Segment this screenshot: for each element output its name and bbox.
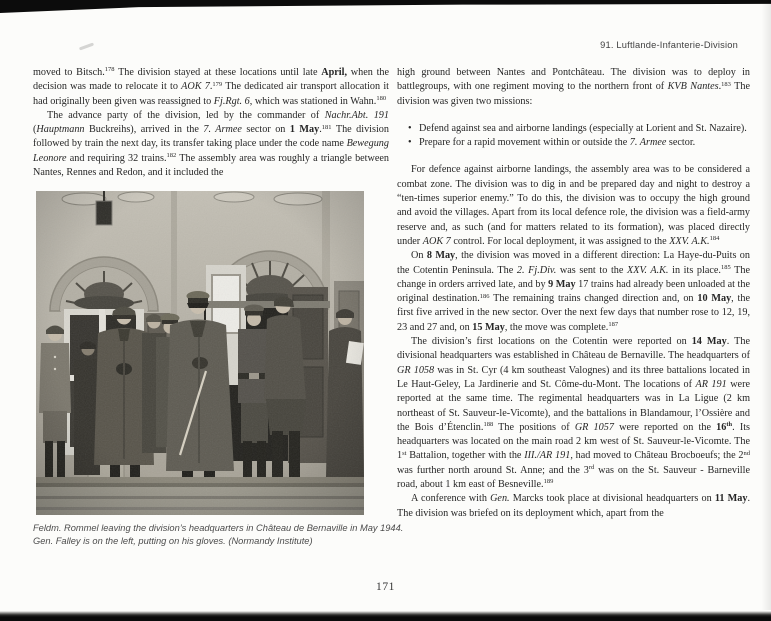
paragraph: For defence against airborne landings, the assembly area was to be considered a combat zone. The division was to dig in and be prepared day and night to destroy a “ten-times superior enemy.” To do this, the division was to occupy the high ground and avoid the villages. Apart from its local defence role, the division was a field-army reserve and, as such (and for matters related to its formation), was placed directly under AOK 7 control. For local deployment, it was assigned to the XXV. A.K.$^{184}$ [397, 164, 750, 247]
running-header: 91. Luftlande-Infanterie-Division [600, 40, 738, 50]
photo-figure [33, 191, 404, 547]
paragraph: The advance party of the division, led by the commander of Nachr.Abt. 191 (Hauptmann Buckreihs), arrived in the 7. Armee sector on 1 May.$^{181}$ The division followed by train the next day, its transfer taking place under the code name Bewegung Leonore and requiring 32 trains.$^{182}$ The assembly area was roughly a triangle between Nantes, Rennes and Redon, and it included the [33, 109, 390, 179]
mission-list [397, 122, 750, 151]
photo-caption [33, 522, 404, 547]
page-number: 171 [375, 581, 396, 593]
paragraph: high ground between Nantes and Pontchâteau. The division was to deploy in battlegroups, with one regiment moving to the northern front of KVB Nantes.$^{183}$ The division was given two missions: [397, 67, 750, 107]
scan-smudge [79, 43, 94, 51]
right-column [397, 66, 750, 548]
scan-edge-bottom [0, 610, 771, 621]
left-column [33, 66, 404, 548]
right-column-intro [397, 66, 750, 109]
right-column-text [397, 163, 750, 520]
mission-item: • Defend against sea and airborne landings (especially at Lorient and St. Nazaire). [419, 122, 750, 136]
scan-edge-top [0, 0, 771, 13]
photo-chateau-officers [36, 191, 364, 515]
mission-item: • Prepare for a rapid movement within or outside the 7. Armee sector. [419, 136, 750, 150]
paragraph: A conference with Gen. Marcks took place at divisional headquarters on 11 May. The division was briefed on its deployment which, apart from the [397, 493, 750, 519]
paragraph: moved to Bitsch.$^{178}$ The division stayed at these locations until late April, when the decision was made to relocate it to AOK 7.$^{179}$ The dedicated air transport allocation it had originally been given was reassigned to Fj.Rgt. 6, which was stationed in Wahn.$^{180}$ [33, 66, 390, 107]
caption-line: Feldm. Rommel leaving the division’s headquarters in Château de Bernaville in May 1944. [33, 523, 404, 534]
caption-line: Gen. Falley is on the left, putting on his gloves. (Normandy Institute) [33, 535, 313, 546]
paragraph: On 8 May, the division was moved in a different direction: La Haye-du-Puits on the Cotentin Peninsula. The 2. Fj.Div. was sent to the XXV. A.K. in its place.$^{185}$ The change in orders arrived late, and by 9 May 17 trains had already been unloaded at the original destination.$^{186}$ The remaining trains changed direction and, on 10 May, the first five arrived in the new sector. Over the next few days that number rose to 12, 19, 23 and 27 and, on 15 May, the move was complete.$^{187}$ [397, 250, 751, 333]
text-columns [33, 66, 750, 548]
paragraph: The division’s first locations on the Cotentin were reported on 14 May. The divisional headquarters was established in Château de Bernaville. The headquarters of GR 1058 was in St. Cyr (4 km southeast Valognes) and its three battalions located in Le Haut-Geley, La Jardinerie and St. Côme-du-Mont. The locations of AR 191 were reported at the same time. The regimental headquarters was in La Ligue (2 km northeast of St. Sauveur-le-Vicomte), and the battalions in Blandamour, l’Ossière and the Bois d’Étenclin.$^{188}$ The positions of GR 1057 were reported on the 16th. Its headquarters was located on the main road 2 km west of St. Sauveur-le-Vicomte. The 1st Battalion, together with the III./AR 191, had moved to Château Brocboeufs; the 2nd was further north around St. Anne; and the 3rd was on the St. Sauveur - Barneville road, about 1 km east of Besneville.$^{189}$ [397, 336, 751, 491]
scan-edge-right [761, 0, 771, 621]
left-column-text [33, 66, 389, 180]
